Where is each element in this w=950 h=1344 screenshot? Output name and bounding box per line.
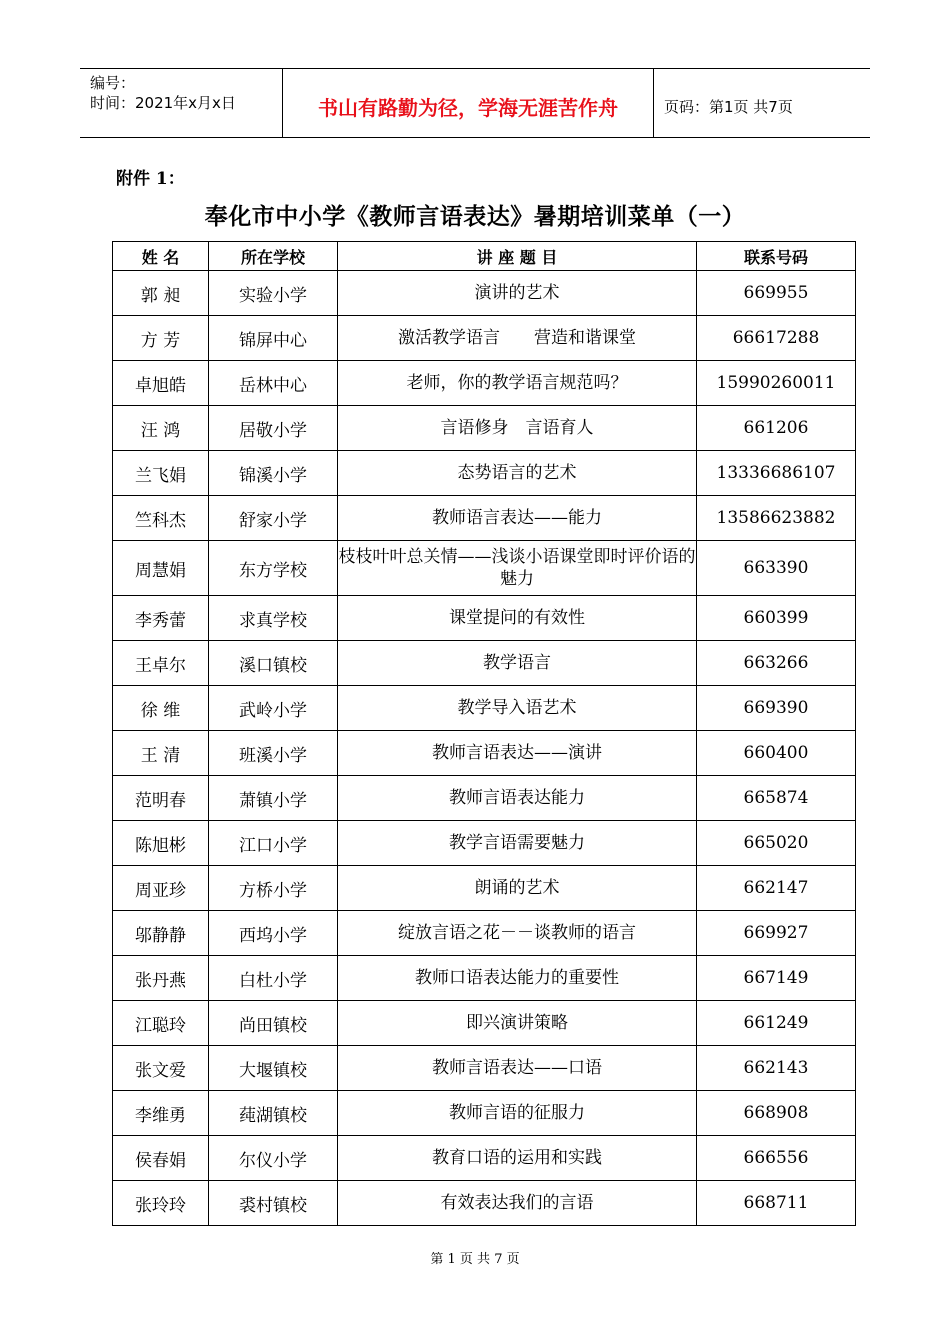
table-row [113,271,856,316]
table-row [113,731,856,776]
table-row [113,316,856,361]
phone-cell: 661206 [697,406,856,451]
header-motto: 书山有路勤为径，学海无涯苦作舟 [282,69,654,137]
header-topic: 讲 座 题 目 [338,242,697,271]
page-footer: 第 1 页 共 7 页 [430,1252,520,1267]
table-row [113,1181,856,1226]
school-cell: 莼湖镇校 [209,1091,338,1136]
phone-cell: 662143 [697,1046,856,1091]
phone-cell: 13336686107 [697,451,856,496]
name-cell: 邬静静 [113,911,209,956]
phone-cell: 666556 [697,1136,856,1181]
table-row [113,361,856,406]
school-cell: 尔仪小学 [209,1136,338,1181]
attachment-label: 附件 1： [116,169,185,189]
name-cell: 郭 昶 [113,271,209,316]
table-row [113,1091,856,1136]
table-row [113,911,856,956]
topic-cell: 教学导入语艺术 [338,686,697,731]
table-row [113,956,856,1001]
topic-cell: 教学言语需要魅力 [338,821,697,866]
school-cell: 求真学校 [209,596,338,641]
topic-cell: 教师言语表达能力 [338,776,697,821]
phone-cell: 669390 [697,686,856,731]
school-cell: 武岭小学 [209,686,338,731]
number-label: 编号： [90,74,136,92]
table-row [113,866,856,911]
school-cell: 班溪小学 [209,731,338,776]
topic-cell: 教师言语表达——口语 [338,1046,697,1091]
school-cell: 岳林中心 [209,361,338,406]
school-cell: 溪口镇校 [209,641,338,686]
school-cell: 舒家小学 [209,496,338,541]
phone-cell: 669955 [697,271,856,316]
phone-cell: 662147 [697,866,856,911]
table-row [113,641,856,686]
phone-cell: 13586623882 [697,496,856,541]
topic-cell: 演讲的艺术 [338,271,697,316]
phone-cell: 663266 [697,641,856,686]
table-row [113,776,856,821]
header-name: 姓 名 [113,242,209,271]
name-cell: 方 芳 [113,316,209,361]
school-cell: 白杜小学 [209,956,338,1001]
header-school: 所在学校 [209,242,338,271]
phone-cell: 668908 [697,1091,856,1136]
header-page-info: 页码：第1页 共7页 [664,97,793,116]
name-cell: 卓旭皓 [113,361,209,406]
school-cell: 大堰镇校 [209,1046,338,1091]
topic-cell: 老师，你的教学语言规范吗？ [338,361,697,406]
table-row [113,821,856,866]
topic-cell: 教师语言表达——能力 [338,496,697,541]
topic-cell: 教学语言 [338,641,697,686]
phone-cell: 663390 [697,541,856,596]
name-cell: 汪 鸿 [113,406,209,451]
table-body [113,271,856,1226]
time-label: 时间：2021年x月x日 [90,94,236,112]
school-cell: 萧镇小学 [209,776,338,821]
header-phone: 联系号码 [697,242,856,271]
table-row [113,541,856,596]
phone-cell: 668711 [697,1181,856,1226]
table-row [113,1136,856,1181]
phone-cell: 665874 [697,776,856,821]
phone-cell: 660400 [697,731,856,776]
school-cell: 东方学校 [209,541,338,596]
name-cell: 张玲玲 [113,1181,209,1226]
school-cell: 锦屏中心 [209,316,338,361]
name-cell: 陈旭彬 [113,821,209,866]
topic-cell: 绽放言语之花－－谈教师的语言 [338,911,697,956]
table-row [113,496,856,541]
topic-cell: 教师言语的征服力 [338,1091,697,1136]
name-cell: 竺科杰 [113,496,209,541]
table-row [113,406,856,451]
topic-cell: 态势语言的艺术 [338,451,697,496]
name-cell: 李秀蕾 [113,596,209,641]
phone-cell: 661249 [697,1001,856,1046]
training-menu-table [112,241,856,1226]
table-row [113,686,856,731]
school-cell: 锦溪小学 [209,451,338,496]
name-cell: 张文爱 [113,1046,209,1091]
school-cell: 方桥小学 [209,866,338,911]
topic-cell: 枝枝叶叶总关情——浅谈小语课堂即时评价语的魅力 [338,541,697,596]
header-meta [80,69,282,137]
name-cell: 徐 维 [113,686,209,731]
topic-cell: 教师口语表达能力的重要性 [338,956,697,1001]
page-title: 奉化市中小学《教师言语表达》暑期培训菜单（一） [204,204,746,230]
table-row [113,1001,856,1046]
school-cell: 实验小学 [209,271,338,316]
topic-cell: 激活教学语言 营造和谐课堂 [338,316,697,361]
document-header [80,68,870,138]
table-row [113,1046,856,1091]
topic-cell: 教师言语表达——演讲 [338,731,697,776]
phone-cell: 669927 [697,911,856,956]
phone-cell: 15990260011 [697,361,856,406]
school-cell: 居敬小学 [209,406,338,451]
name-cell: 王卓尔 [113,641,209,686]
topic-cell: 即兴演讲策略 [338,1001,697,1046]
name-cell: 范明春 [113,776,209,821]
school-cell: 西坞小学 [209,911,338,956]
name-cell: 兰飞娟 [113,451,209,496]
table-row [113,596,856,641]
name-cell: 周慧娟 [113,541,209,596]
school-cell: 尚田镇校 [209,1001,338,1046]
topic-cell: 言语修身 言语育人 [338,406,697,451]
name-cell: 王 清 [113,731,209,776]
topic-cell: 教育口语的运用和实践 [338,1136,697,1181]
name-cell: 侯春娟 [113,1136,209,1181]
name-cell: 江聪玲 [113,1001,209,1046]
phone-cell: 665020 [697,821,856,866]
name-cell: 张丹燕 [113,956,209,1001]
topic-cell: 课堂提问的有效性 [338,596,697,641]
table-row [113,451,856,496]
name-cell: 李维勇 [113,1091,209,1136]
school-cell: 江口小学 [209,821,338,866]
phone-cell: 66617288 [697,316,856,361]
phone-cell: 660399 [697,596,856,641]
table-header-row [113,242,856,271]
name-cell: 周亚珍 [113,866,209,911]
phone-cell: 667149 [697,956,856,1001]
topic-cell: 有效表达我们的言语 [338,1181,697,1226]
school-cell: 裘村镇校 [209,1181,338,1226]
topic-cell: 朗诵的艺术 [338,866,697,911]
